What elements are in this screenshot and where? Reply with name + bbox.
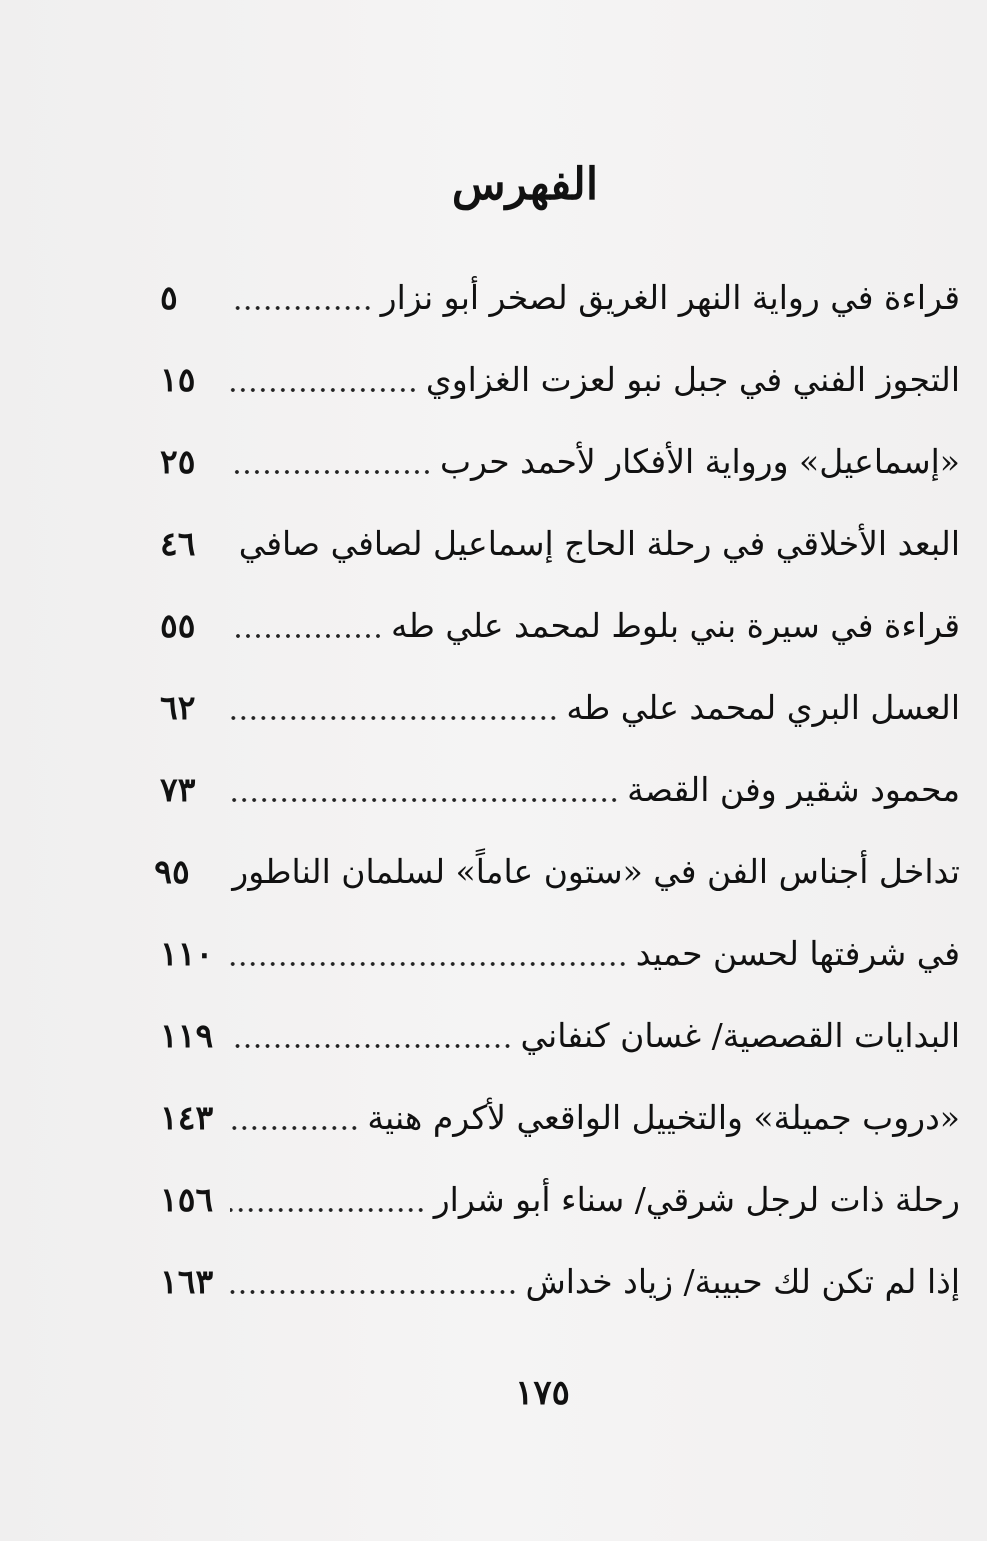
toc-entry-page: ٤٦	[160, 524, 196, 563]
toc-entry-page: ٦٢	[160, 688, 196, 727]
toc-entry-page: ٢٥	[160, 442, 196, 481]
toc-entry-title: إذا لم تكن لك حبيبة/ زياد خداش	[525, 1262, 960, 1301]
page-number: ١٧٥	[515, 1373, 570, 1413]
page-title: الفهرس	[451, 159, 599, 210]
dot-leader	[230, 1124, 359, 1132]
toc-entry-page: ٩٥	[154, 852, 190, 891]
dot-leader	[230, 386, 418, 394]
toc-entry	[160, 913, 960, 995]
toc-entry	[160, 421, 960, 503]
toc-entry-page: ١٦٣	[160, 1262, 214, 1301]
dot-leader	[230, 796, 619, 804]
toc-entry-page: ٥٥	[160, 606, 196, 645]
toc-entry-page: ٥	[160, 278, 178, 317]
dot-leader	[230, 960, 628, 968]
toc-entry-title: في شرفتها لحسن حميد	[635, 934, 960, 973]
toc-entry-title: العسل البري لمحمد علي طه	[566, 688, 960, 727]
toc-entry	[154, 831, 960, 913]
toc-entry	[160, 1241, 960, 1323]
toc-entry-page: ١٥٦	[160, 1180, 214, 1219]
table-of-contents	[154, 257, 960, 1323]
dot-leader	[230, 632, 383, 640]
toc-entry-title: قراءة في سيرة بني بلوط لمحمد علي طه	[390, 606, 960, 645]
toc-entry-title: «إسماعيل» ورواية الأفكار لأحمد حرب	[439, 442, 960, 481]
toc-entry-title: محمود شقير وفن القصة	[627, 770, 960, 809]
dot-leader	[230, 304, 373, 312]
toc-entry	[160, 585, 960, 667]
toc-entry	[160, 995, 960, 1077]
toc-entry-title: البدايات القصصية/ غسان كنفاني	[520, 1016, 960, 1055]
dot-leader	[230, 468, 432, 476]
toc-entry-page: ١٥	[160, 360, 196, 399]
toc-entry	[160, 1077, 960, 1159]
dot-leader	[230, 550, 231, 558]
dot-leader	[230, 714, 558, 722]
toc-entry	[160, 1159, 960, 1241]
toc-entry-page: ١١٠	[160, 934, 214, 973]
toc-entry	[160, 503, 960, 585]
toc-entry-page: ٧٣	[160, 770, 196, 809]
toc-entry	[160, 749, 960, 831]
toc-entry-title: «دروب جميلة» والتخييل الواقعي لأكرم هنية	[367, 1098, 960, 1137]
toc-entry	[160, 257, 960, 339]
dot-leader	[230, 1042, 513, 1050]
toc-entry-page: ١٤٣	[160, 1098, 214, 1137]
toc-entry	[160, 667, 960, 749]
toc-entry	[160, 339, 960, 421]
toc-entry-title: البعد الأخلاقي في رحلة الحاج إسماعيل لصافي صافي	[238, 524, 960, 563]
toc-entry-title: تداخل أجناس الفن في «ستون عاماً» لسلمان الناطور	[232, 852, 960, 891]
dot-leader	[230, 1206, 426, 1214]
toc-entry-title: رحلة ذات لرجل شرقي/ سناء أبو شرار	[433, 1180, 960, 1219]
toc-entry-page: ١١٩	[160, 1016, 214, 1055]
toc-entry-title: التجوز الفني في جبل نبو لعزت الغزاوي	[425, 360, 960, 399]
dot-leader	[230, 1288, 517, 1296]
toc-entry-title: قراءة في رواية النهر الغريق لصخر أبو نزار	[380, 278, 960, 317]
